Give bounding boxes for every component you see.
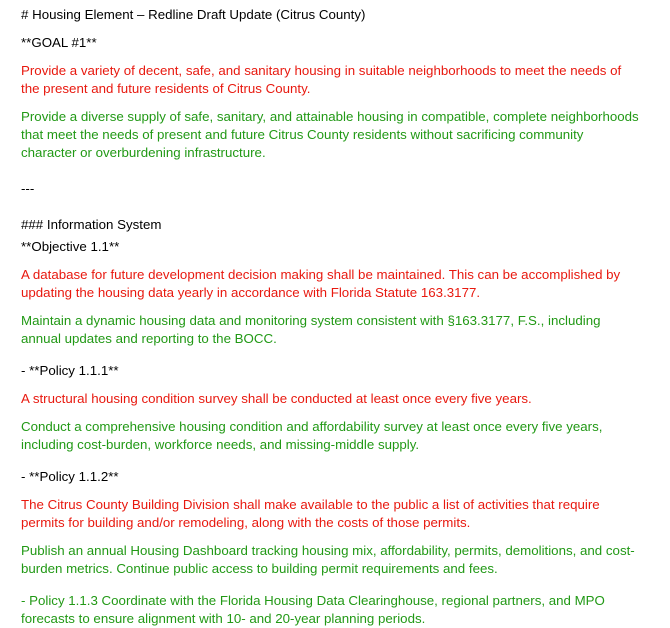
policy-1-1-1-inserted-text: Conduct a comprehensive housing condition and affordability survey at least once every five years, including cost-burden, workforce needs, and missing-middle supply. <box>21 419 603 452</box>
policy-1-1-2-inserted-text: Publish an annual Housing Dashboard tracking housing mix, affordability, permits, demolitions, and cost-burden metrics. Continue public access to building permit requirements and fees. <box>21 543 635 576</box>
policy-1-1-1-deleted-text: A structural housing condition survey shall be conducted at least once every five years. <box>21 391 532 406</box>
separator-line: --- <box>21 181 35 196</box>
objective-deleted-text: A database for future development decision making shall be maintained. This can be accomplished by updating the housing data yearly in accordance with Florida Statute 163.3177. <box>21 267 621 300</box>
goal-heading: **GOAL #1** <box>21 35 97 50</box>
policy-1-1-2-heading: - **Policy 1.1.2** <box>21 469 119 484</box>
document-title: # Housing Element – Redline Draft Update (Citrus County) <box>21 7 366 22</box>
policy-1-1-1-heading: - **Policy 1.1.1** <box>21 363 119 378</box>
section-heading: ### Information System <box>21 217 162 232</box>
objective-inserted-text: Maintain a dynamic housing data and monitoring system consistent with §163.3177, F.S., including annual updates and reporting to the BOCC. <box>21 313 601 346</box>
goal-inserted-text: Provide a diverse supply of safe, sanitary, and attainable housing in compatible, complete neighborhoods that meet the needs of present and future Citrus County residents without sacrificing community character or overburdening infrastructure. <box>21 109 639 160</box>
goal-deleted-text: Provide a variety of decent, safe, and sanitary housing in suitable neighborhoods to meet the needs of the present and future residents of Citrus County. <box>21 63 622 96</box>
policy-1-1-3-inserted-text: - Policy 1.1.3 Coordinate with the Florida Housing Data Clearinghouse, regional partners, and MPO forecasts to ensure alignment with 10- and 20-year planning periods. <box>21 593 605 626</box>
policy-1-1-2-deleted-text: The Citrus County Building Division shall make available to the public a list of activities that require permits for building and/or remodeling, along with the costs of those permits. <box>21 497 600 530</box>
objective-heading: **Objective 1.1** <box>21 239 120 254</box>
